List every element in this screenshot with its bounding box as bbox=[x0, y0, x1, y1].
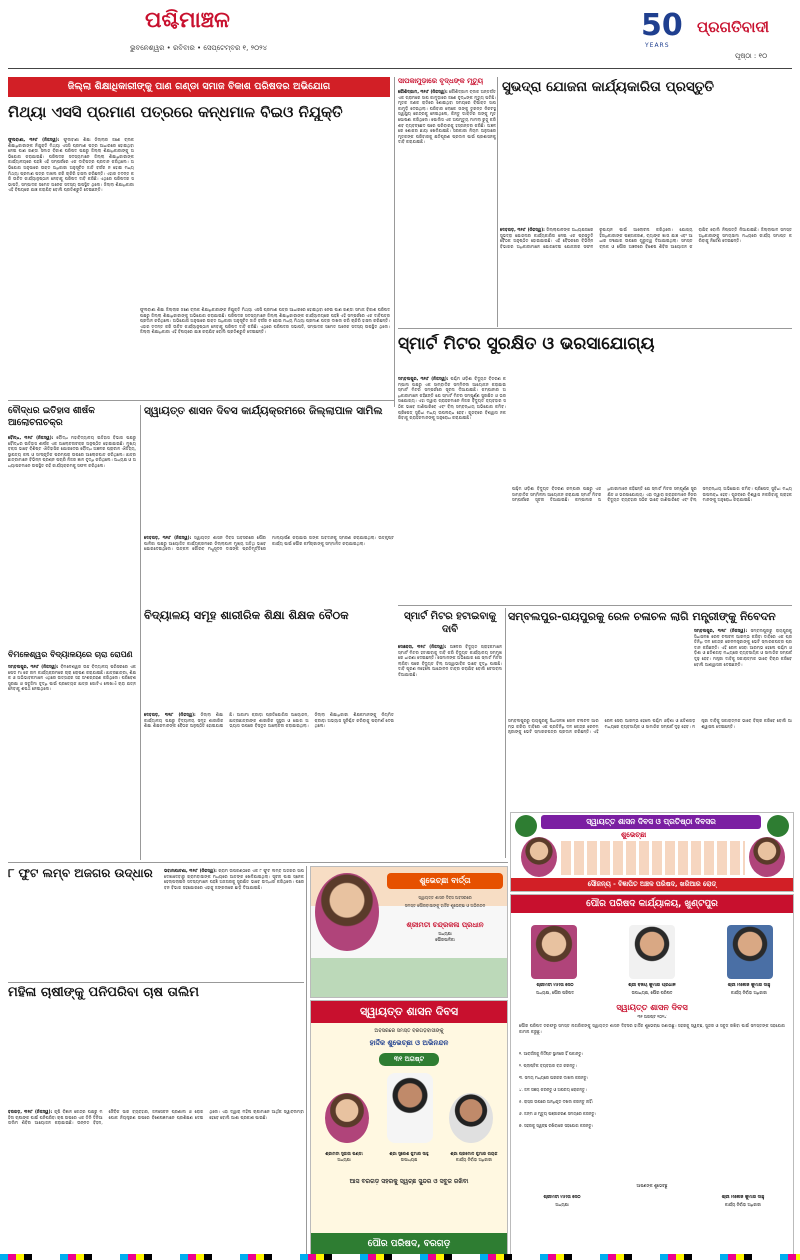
story11-body bbox=[164, 868, 304, 978]
ad2-line2: ସମସ୍ତ ପୌରବାସୀଙ୍କୁ ହାର୍ଦ୍ଦିକ ଶୁଭେଚ୍ଛା ଓ ଅଭିନନ୍ଦନ bbox=[404, 903, 486, 908]
story-pe-meeting bbox=[144, 608, 394, 858]
dateline-masthead: ଭୁବନେଶ୍ୱର • ରବିବାର • ସେପ୍ଟେମ୍ବର ୧, ୨୦୨୪ bbox=[130, 44, 268, 52]
story11-text: ଗ୍ରାମ ଉପକଣ୍ଠରେ ଏକ ୮ ଫୁଟ ଲମ୍ବ ଅଜଗର ସାପ ଦେଖାଦେବାରୁ ଗ୍ରାମବାସୀଙ୍କ ମଧ୍ୟରେ ଆତଙ୍କ ଖେଳିଯାଇଥିଲା। ସୂଚନା ପାଇ ସ୍ନେକ ହେଲ୍ପଲାଇନ ସଦସ୍ୟମାନେ ପହଞ୍ଚି ଅଜଗରକୁ ସୁରକ୍ଷିତ ଭାବେ ଉଦ୍ଧାର କରିଥିଲେ। ପରେ ବନ ବିଭାଗ ସହଯୋଗରେ ଏହାକୁ ଜଙ୍ଗଲରେ ଛାଡ଼ି ଦିଆଯାଇଛି। bbox=[164, 868, 304, 890]
story9-body bbox=[508, 718, 792, 808]
ad2-org: ପୌରପାଳିକା bbox=[435, 937, 455, 942]
story5-headline: ବୌଦ୍ଧର ଇତିହାସ ଶୀର୍ଷକ ଆଲୋଚନାଚକ୍ର bbox=[8, 406, 95, 428]
ad4-line2: ହାର୍ଦ୍ଦିକ ଶୁଭେଚ୍ଛା ଓ ଅଭିନନ୍ଦନ bbox=[369, 1039, 449, 1047]
story11-headline: ୮ ଫୁଟ ଲମ୍ବ ଅଜଗର ଉଦ୍ଧାର bbox=[8, 866, 153, 880]
story8-text: ଅଞ୍ଚଳର ବିଦ୍ୟୁତ ଗ୍ରାହକମାନେ ସ୍ମାର୍ଟ ମିଟର ହଟାଇବାକୁ ଦାବି କରି ବିଦ୍ୟୁତ କାର୍ଯ୍ୟାଳୟ ସମ୍ମୁଖରେ ଧାରଣା ଦେଇଛନ୍ତି। ସେମାନଙ୍କ ଅଭିଯୋଗ ଯେ ସ୍ମାର୍ଟ ମିଟର ଲାଗିବା ପରେ ବିଦ୍ୟୁତ ବିଲ୍ ଅସ୍ୱାଭାବିକ ଭାବେ ବୃଦ୍ଧି ପାଇଛି। ଦାବି ପୂରଣ ନହେଲେ ଆନ୍ଦୋଳନ ତୀବ୍ର କରାଯିବ ବୋଲି ଚେତାବନୀ ଦିଆଯାଇଛି। bbox=[398, 644, 502, 677]
story6-text: ସ୍ୱାୟତ୍ତ ଶାସନ ଦିବସ ଅବସରରେ ପୌରପାଳିକା ପକ୍ଷରୁ ଆୟୋଜିତ କାର୍ଯ୍ୟକ୍ରମରେ ଜିଲ୍ଲାପାଳ ମୁଖ୍ୟ ଅତିଥି ଭାବେ ଯୋଗଦେଇଥିଲେ। ଉତ୍କଳ ଗୌରବ ମଧୁସୂଦନ ଦାସଙ୍କ ପ୍ରତିମୂର୍ତ୍ତିରେ ମାଲ୍ୟାର୍ପଣ କରାଯାଇ ତାଙ୍କ ଅବଦାନକୁ ସ୍ମରଣ କରାଯାଇଥିଲା। ଉତ୍କୃଷ୍ଟ କାର୍ଯ୍ୟ ପାଇଁ ପୌର କର୍ମଚାରୀଙ୍କୁ ସମ୍ମାନିତ କରାଯାଇଥିଲା। bbox=[144, 535, 394, 552]
ad2-line1: ସ୍ୱାୟତ୍ତ ଶାସନ ଦିବସ ଅବସରରେ bbox=[418, 895, 472, 900]
story-smart-meter bbox=[398, 330, 792, 602]
story4-headline: ସ୍ମାର୍ଟ ମିଟର ସୁରକ୍ଷିତ ଓ ଭରସାଯୋଗ୍ୟ bbox=[398, 334, 655, 354]
ad3-sign-left-role: ଅଧ୍ୟକ୍ଷା bbox=[555, 1202, 569, 1207]
story10-text: ବିମଳେଶ୍ୱର ଉଚ୍ଚ ବିଦ୍ୟାଳୟ ପରିସରରେ ଏକ ପେଡ ମା କେ ନାମ କାର୍ଯ୍ୟକ୍ରମରେ ଚାରା ରୋପଣ କରାଯାଇଛି। ଛାତ୍ରଛାତ୍ରୀ, ଶିକ୍ଷକ ଓ ଅଭିଭାବକମାନେ ଏଥିରେ ଉତ୍ସାହର ସହ ଅଂଶଗ୍ରହଣ କରିଥିଲେ। ପରିବେଶ ସୁରକ୍ଷା ଓ ସବୁଜିମା ବୃଦ୍ଧି ପାଇଁ ପ୍ରତ୍ୟେକ ଛାତ୍ର ଗୋଟିଏ ଲେଖାଏଁ ଚାରା ଯତ୍ନ ନେବାକୁ ଶପଥ ନେଇଥିଲେ। bbox=[8, 664, 136, 692]
story12-headline: ମହିଳା ଚାଷୀଙ୍କୁ ପନିପରିବା ଚାଷ ତାଲିମ bbox=[8, 985, 200, 1000]
story1-photo bbox=[140, 137, 390, 303]
story1-text-cont: ଫୁଲବାଣୀ ଶିକ୍ଷା ଜିଲ୍ଲାର ଜଣେ ବ୍ଲକ ଶିକ୍ଷାଧିକାରୀଙ୍କ ନିଯୁକ୍ତି ମିଥ୍ୟା ଏସସି ପ୍ରମାଣ ପତ୍ର ଆଧାରରେ ହୋଇଥିବା ନେଇ ପାଣ ଗଣ୍ଡା ସମାଜ ବିକାଶ ପରିଷଦ ପକ୍ଷରୁ ଜିଲ୍ଲା ଶିକ୍ଷାଧିକାରୀଙ୍କୁ ଅଭିଯୋଗ କରାଯାଇଛି। ପରିଷଦର ସଦସ୍ୟମାନେ ଜିଲ୍ଲା ଶିକ୍ଷାଧିକାରୀଙ୍କ କାର୍ଯ୍ୟାଳୟରେ ପହଞ୍ଚି ଏହି ସମ୍ପର୍କରେ ଏକ ଦାବିପତ୍ର ପ୍ରଦାନ କରିଥିଲେ। ଅଭିଯୋଗ ଅନୁସାରେ ଉକ୍ତ ଅଧିକାରୀ ଅନୁସୂଚିତ ଜାତି ବର୍ଗର ନ ହୋଇ ମଧ୍ୟ ମିଥ୍ୟା ପ୍ରମାଣ ପତ୍ର ଦାଖଲ କରି ଚାକିରି ହାସଲ କରିଛନ୍ତି। ଏହାର ତଦନ୍ତ କରି ଉଚିତ କାର୍ଯ୍ୟାନୁଷ୍ଠାନ ନେବାକୁ ପରିଷଦ ଦାବି କରିଛି। ଏଥିରେ ପରିଷଦର ସଭାପତି, ସମ୍ପାଦକ ସମେତ ଅନେକ ସଦସ୍ୟ ଉପସ୍ଥିତ ଥିଲେ। ଜିଲ୍ଲା ଶିକ୍ଷାଧିକାରୀ ଏହି ବିଷୟରେ ଯାଞ୍ଚ କରାଯିବ ବୋଲି ପ୍ରତିଶ୍ରୁତି ଦେଇଛନ୍ତି। bbox=[140, 307, 390, 335]
anniversary-logo bbox=[637, 8, 697, 52]
story-tree-planting bbox=[8, 650, 136, 860]
ad4-n2r: ଉପାଧ୍ୟକ୍ଷ bbox=[400, 1157, 418, 1162]
story9-photo bbox=[508, 628, 688, 714]
story8-headline: ସ୍ମାର୍ଟ ମିଟର ହଟାଇବାକୁ ଦାବି bbox=[403, 611, 496, 635]
col-rule-3 bbox=[140, 405, 141, 860]
ad3-p3-role: କାର୍ଯ୍ୟ ନିର୍ବାହୀ ଅଧିକାରୀ bbox=[730, 990, 768, 995]
ad3-sign-left-name: ଶ୍ରୀମତୀ ମମତା ସେଠ bbox=[543, 1195, 581, 1200]
ad4-slogan: ଆସ ବରଗଡ଼ ସହରକୁ ସ୍ୱଚ୍ଛ ସୁନ୍ଦର ଓ ସବୁଜ ରଖିବା bbox=[349, 1178, 469, 1185]
story4-body-left bbox=[398, 376, 506, 598]
story4-body-right bbox=[512, 486, 792, 598]
story12-text: କୃଷି ବିଜ୍ଞାନ କେନ୍ଦ୍ର ପକ୍ଷରୁ ମହିଳା ଚାଷୀଙ୍କ ପାଇଁ ପନିପରିବା ଚାଷ ଉପରେ ଏକ ତିନି ଦିନିଆ ତାଲିମ ଶିବିର ଆୟୋଜନ କରାଯାଇଛି। ଉନ୍ନତ ବିହନ, ଜୈବିକ ସାର ବ୍ୟବହାର, ଜଳସେଚନ ପ୍ରଣାଳୀ ଓ ରୋଗ ପୋକ ନିୟନ୍ତ୍ରଣ ଉପରେ ବିଶେଷଜ୍ଞମାନେ ପ୍ରଶିକ୍ଷଣ ଦେଇଥିଲେ। ଏହା ଦ୍ୱାରା ମହିଳା ଚାଷୀମାନେ ଆର୍ଥିକ ସ୍ୱାବଲମ୍ବୀ ହେବେ ବୋଲି ଆଶା ପ୍ରକାଶ ପାଇଛି। bbox=[8, 1109, 304, 1126]
ad1-title: ସ୍ୱାୟତ୍ତ ଶାସନ ଦିବସ ଓ ପ୍ରତିଷ୍ଠା ଦିବସର bbox=[541, 815, 761, 829]
ad2-title: ଶୁଭେଚ୍ଛା ବାର୍ତ୍ତା bbox=[387, 873, 503, 889]
story4-photo bbox=[512, 376, 792, 482]
story6-headline: ସ୍ୱାୟତ୍ତ ଶାସନ ଦିବସ କାର୍ଯ୍ୟକ୍ରମରେ ଜିଲ୍ଲାପାଳ ସାମିଲ bbox=[144, 405, 383, 417]
story-snakebite bbox=[398, 77, 496, 327]
ad1-portrait-right bbox=[749, 837, 785, 877]
ad3-p2-role: ଉପାଧ୍ୟକ୍ଷ, ପୌର ପରିଷଦ bbox=[631, 990, 673, 995]
ad3-body: ପୌର ପରିଷଦ ତରଫରୁ ସମସ୍ତ ନାଗରିକଙ୍କୁ ସ୍ୱାୟତ୍ତ ଶାସନ ଦିବସର ହାର୍ଦ୍ଦିକ ଶୁଭେଚ୍ଛା ଜଣାଉଛୁ। ସହରକୁ ସ୍ୱଚ୍ଛ, ସୁନ୍ଦର ଓ ସବୁଜ ରଖିବା ପାଇଁ ସମସ୍ତଙ୍କ ସହଯୋଗ କାମନା କରୁଛୁ। bbox=[519, 1023, 785, 1034]
ad3-sign-right-role: କାର୍ଯ୍ୟ ନିର୍ବାହୀ ଅଧିକାରୀ bbox=[724, 1202, 762, 1207]
ad4-n1r: ଅଧ୍ୟକ୍ଷା bbox=[337, 1157, 351, 1162]
masthead-rule bbox=[8, 68, 792, 69]
ad3-rules bbox=[519, 1051, 785, 1171]
story9-headline: ସମ୍ବଲପୁର-ରାୟପୁରକୁ ରେଳ ଚଳାଚଳ ଲାଗି ମନ୍ତ୍ରୀଙ୍କୁ ନିବେଦନ bbox=[508, 610, 776, 623]
ad1-emblem-right bbox=[767, 815, 789, 837]
ad3-rule: ୩. ସମୟ ମଧ୍ୟରେ ଘରକର ଦାଖଲ କରନ୍ତୁ। bbox=[519, 1075, 589, 1080]
page-label: ପୃଷ୍ଠା : ୧୦ bbox=[735, 52, 768, 60]
story2-dateline: କୌଶିଦ୍ଗାମ, ୩୧ା୮ (ନିଜସ୍ୱ): bbox=[398, 89, 448, 94]
ad3-rule: ୨. ପ୍ଲାଷ୍ଟିକ ବ୍ୟବହାର ବନ୍ଦ କରନ୍ତୁ। bbox=[519, 1063, 577, 1068]
ad3-p1-name: ଶ୍ରୀମତୀ ମମତା ସେଠ bbox=[536, 983, 574, 988]
ad2-name: ଶ୍ରୀମତୀ ଚନ୍ଦ୍ରକଳା ପ୍ରଧାନ bbox=[406, 921, 484, 929]
ad1-emblem-left bbox=[515, 815, 537, 837]
col-rule-5 bbox=[306, 866, 307, 1254]
ad1-member-strip bbox=[561, 841, 745, 875]
ad-khariar-road bbox=[510, 812, 794, 892]
story1-body bbox=[8, 137, 134, 395]
story-collector-event bbox=[144, 405, 394, 605]
story-subhadra bbox=[500, 77, 792, 317]
ad3-p1-role: ଅଧ୍ୟକ୍ଷା, ପୌର ପରିଷଦ bbox=[536, 990, 574, 995]
ad4-line1: ଅବସରରେ ସମସ୍ତ ବରଗଡ଼ବାସୀଙ୍କୁ bbox=[374, 1028, 444, 1034]
logo-number: 50 bbox=[641, 8, 683, 43]
story-women-farmers bbox=[8, 985, 304, 1253]
ad2-portrait bbox=[315, 873, 379, 951]
story1-headline: ମିଥ୍ୟା ଏସସି ପ୍ରମାଣ ପତ୍ରରେ କନ୍ଧମାଳ ବିଇଓ ନିଯୁକ୍ତି bbox=[8, 103, 343, 121]
ad-khuntapur-municipality bbox=[510, 894, 794, 1256]
logo-years: YEARS bbox=[645, 42, 670, 49]
ad4-portrait-3 bbox=[449, 1093, 493, 1143]
story3-body bbox=[500, 227, 792, 317]
story9-dateline: ସମ୍ବଲପୁର, ୩୧ା୮ (ନିଜସ୍ୱ): bbox=[694, 628, 748, 633]
ad-bargarh-municipality bbox=[310, 1000, 508, 1256]
masthead bbox=[0, 0, 800, 72]
row-rule-2 bbox=[8, 400, 394, 401]
story4-text: ପଶ୍ଚିମ ଓଡ଼ିଶା ବିଦ୍ୟୁତ ବିତରଣ କମ୍ପାନୀ ପକ୍ଷରୁ ଏକ ସାମ୍ବାଦିକ ସମ୍ମିଳନୀ ଆୟୋଜନ କରାଯାଇ ସ୍ମାର୍ଟ ମିଟର ସମ୍ପର୍କରେ ସୂଚନା ଦିଆଯାଇଛି। କମ୍ପାନୀର ଅଧିକାରୀମାନେ କହିଛନ୍ତି ଯେ ସ୍ମାର୍ଟ ମିଟର ସମ୍ପୂର୍ଣ୍ଣ ସୁରକ୍ଷିତ ଓ ଭରସାଯୋଗ୍ୟ। ଏହା ଦ୍ୱାରା ଗ୍ରାହକମାନେ ନିଜର ବିଦ୍ୟୁତ ବ୍ୟବହାର ସଠିକ ଭାବେ ଜାଣିପାରିବେ ଏବଂ ବିଲ୍ ସମ୍ବନ୍ଧୀୟ ଅଭିଯୋଗ କମିବ। ପ୍ରିପେଡ୍ ସୁବିଧା ମଧ୍ୟ ଉପଲବ୍ଧ ହେବ। ଗୁଜବରେ ବିଶ୍ୱାସ ନକରିବାକୁ ଗ୍ରାହକମାନଙ୍କୁ ଅନୁରୋଧ କରାଯାଇଛି। bbox=[398, 376, 506, 421]
row-rule-5 bbox=[8, 982, 304, 983]
ad3-rule: ୭. ସହରକୁ ସ୍ୱଚ୍ଛ ରଖିବାରେ ସହଯୋଗ କରନ୍ତୁ। bbox=[519, 1123, 594, 1128]
ad2-role: ଅଧ୍ୟକ୍ଷା bbox=[438, 931, 452, 936]
story6-photo bbox=[144, 421, 394, 531]
story5-body bbox=[8, 435, 136, 645]
story10-body bbox=[8, 664, 136, 860]
story-boudh-history bbox=[8, 405, 136, 645]
ad1-portrait-left bbox=[521, 837, 557, 877]
ad3-p2-name: ଶ୍ରୀ ବିଜୟ କୁମାର ପ୍ରଧାନ bbox=[628, 983, 676, 988]
story7-text: ଜିଲ୍ଲା ଶିକ୍ଷା କାର୍ଯ୍ୟାଳୟ ପକ୍ଷରୁ ବିଦ୍ୟାଳୟ ସମୂହ ଶାରୀରିକ ଶିକ୍ଷା ଶିକ୍ଷକମାନଙ୍କ ବୈଠକ ଅନୁଷ୍ଠିତ ହୋଇଯାଇଛି। ଆଗାମୀ କ୍ରୀଡ଼ା ପ୍ରତିଯୋଗିତା ଆୟୋଜନ, ଛାତ୍ରଛାତ୍ରୀଙ୍କ ଶାରୀରିକ ସୁସ୍ଥତା ଓ ଯୋଗ ଅଭ୍ୟାସ ଉପରେ ବିସ୍ତୃତ ଆଲୋଚନା କରାଯାଇଥିଲା। ଜିଲ୍ଲା ଶିକ୍ଷାଧିକାରୀ ଶିକ୍ଷକମାନଙ୍କୁ ନିୟମିତ କ୍ରୀଡ଼ା ଅଭ୍ୟାସ ସୁନିଶ୍ଚିତ କରିବାକୁ ପରାମର୍ଶ ଦେଇଥିଲେ। bbox=[144, 712, 394, 729]
story-python-rescue bbox=[8, 866, 304, 981]
story-beo-appointment bbox=[8, 77, 390, 397]
ad3-notice-sub: ୩୧ ଅଗଷ୍ଟ ୨୦୨୪ bbox=[637, 1014, 667, 1019]
ad3-portrait-1 bbox=[531, 925, 577, 979]
story1-dateline: ଫୁଲବାଣୀ, ୩୧ା୮ (ନିଜସ୍ୱ): bbox=[8, 137, 60, 142]
story12-body bbox=[8, 1109, 304, 1253]
ad3-rule: ୬. ଜନ୍ମ ଓ ମୃତ୍ୟୁ ପଞ୍ଜୀକରଣ ସମୟରେ କରନ୍ତୁ। bbox=[519, 1111, 597, 1116]
paper-name: ପ୍ରଗତିବାଦୀ bbox=[697, 18, 770, 36]
ad3-title: ପୌର ପରିଷଦ କାର୍ଯ୍ୟାଳୟ, ଖୁଣ୍ଟପୁର bbox=[511, 895, 793, 913]
ad4-date: ୩୧ ଅଗଷ୍ଟ bbox=[379, 1053, 439, 1066]
story1-text: ଫୁଲବାଣୀ ଶିକ୍ଷା ଜିଲ୍ଲାର ଜଣେ ବ୍ଲକ ଶିକ୍ଷାଧିକାରୀଙ୍କ ନିଯୁକ୍ତି ମିଥ୍ୟା ଏସସି ପ୍ରମାଣ ପତ୍ର ଆଧାରରେ ହୋଇଥିବା ନେଇ ପାଣ ଗଣ୍ଡା ସମାଜ ବିକାଶ ପରିଷଦ ପକ୍ଷରୁ ଜିଲ୍ଲା ଶିକ୍ଷାଧିକାରୀଙ୍କୁ ଅଭିଯୋଗ କରାଯାଇଛି। ପରିଷଦର ସଦସ୍ୟମାନେ ଜିଲ୍ଲା ଶିକ୍ଷାଧିକାରୀଙ୍କ କାର୍ଯ୍ୟାଳୟରେ ପହଞ୍ଚି ଏହି ସମ୍ପର୍କରେ ଏକ ଦାବିପତ୍ର ପ୍ରଦାନ କରିଥିଲେ। ଅଭିଯୋଗ ଅନୁସାରେ ଉକ୍ତ ଅଧିକାରୀ ଅନୁସୂଚିତ ଜାତି ବର୍ଗର ନ ହୋଇ ମଧ୍ୟ ମିଥ୍ୟା ପ୍ରମାଣ ପତ୍ର ଦାଖଲ କରି ଚାକିରି ହାସଲ କରିଛନ୍ତି। ଏହାର ତଦନ୍ତ କରି ଉଚିତ କାର୍ଯ୍ୟାନୁଷ୍ଠାନ ନେବାକୁ ପରିଷଦ ଦାବି କରିଛି। ଏଥିରେ ପରିଷଦର ସଭାପତି, ସମ୍ପାଦକ ସମେତ ଅନେକ ସଦସ୍ୟ ଉପସ୍ଥିତ ଥିଲେ। ଜିଲ୍ଲା ଶିକ୍ଷାଧିକାରୀ ଏହି ବିଷୟରେ ଯାଞ୍ଚ କରାଯିବ ବୋଲି ପ୍ରତିଶ୍ରୁତି ଦେଇଛନ୍ତି। bbox=[8, 137, 134, 193]
story-remove-smart-meter bbox=[398, 608, 502, 858]
ad4-portrait-1 bbox=[325, 1093, 369, 1143]
ad3-sign-mid: ଆପଣଙ୍କ ଶୁଭେଚ୍ଛୁ bbox=[636, 1183, 668, 1188]
story6-body bbox=[144, 535, 394, 605]
ad4-footer: ପୌର ପରିଷଦ, ବରଗଡ଼ bbox=[311, 1233, 507, 1255]
ad3-p3-name: ଶ୍ରୀ ମନୋଜ କୁମାର ସାହୁ bbox=[727, 983, 771, 988]
story12-dateline: ବରଗଡ଼, ୩୧ା୮ (ନିଜସ୍ୱ): bbox=[8, 1109, 53, 1114]
story6-dateline: ଦେବଗଡ଼, ୩୧ା୮ (ନିଜସ୍ୱ): bbox=[144, 535, 192, 540]
ad4-n3r: କାର୍ଯ୍ୟ ନିର୍ବାହୀ ଅଧିକାରୀ bbox=[455, 1157, 493, 1162]
story8-body bbox=[398, 644, 502, 858]
ad4-n1: ଶ୍ରୀମତୀ ସୁଜାତା ପଣ୍ଡା bbox=[325, 1151, 363, 1156]
story11-dateline: ଭବାନୀପାଟଣା, ୩୧ା୮ (ନିଜସ୍ୱ): bbox=[164, 868, 217, 873]
print-registration-marks bbox=[0, 1254, 800, 1260]
row-rule-1 bbox=[398, 328, 792, 329]
ad4-n2: ଶ୍ରୀ ସୁରେଶ କୁମାର ସାହୁ bbox=[389, 1151, 429, 1156]
story5-dateline: ବୌଦ୍ଧ, ୩୧ା୮ (ନିଜସ୍ୱ): bbox=[8, 435, 54, 440]
story2-body bbox=[398, 89, 496, 327]
ad3-sign-right-name: ଶ୍ରୀ ମନୋଜ କୁମାର ସାହୁ bbox=[721, 1195, 765, 1200]
ad1-subtitle: ଶୁଭେଚ୍ଛା bbox=[621, 831, 647, 839]
ad1-footer: ସୌଜନ୍ୟ - ବିଜ୍ଞାପିତ ଅଞ୍ଚଳ ପରିଷଦ, ଖରିଆର ରୋଡ୍ bbox=[511, 878, 793, 891]
ad3-portrait-3 bbox=[727, 925, 773, 979]
story3-dateline: ଦେବଗଡ଼, ୩୧ା୮ (ନିଜସ୍ୱ): bbox=[500, 227, 545, 232]
story11-photo bbox=[8, 886, 158, 976]
ad3-notice-title: ସ୍ୱାୟତ୍ତ ଶାସନ ଦିବସ bbox=[616, 1003, 688, 1012]
story8-dateline: ସୋହେଲା, ୩୧ା୮ (ନିଜସ୍ୱ): bbox=[398, 644, 447, 649]
story-rail-request bbox=[508, 608, 792, 808]
story7-photo bbox=[144, 626, 304, 708]
ad3-portrait-2 bbox=[629, 925, 675, 979]
story4-dateline: ସମ୍ବଲପୁର, ୩୧ା୮ (ନିଜସ୍ୱ): bbox=[398, 376, 449, 381]
ad4-portrait-2 bbox=[387, 1073, 433, 1143]
story10-headline: ବିମଳେଶ୍ୱର ବିଦ୍ୟାଳୟରେ ଚାରା ରୋପଣ bbox=[8, 650, 133, 659]
story7-headline: ବିଦ୍ୟାଳୟ ସମୂହ ଶାରୀରିକ ଶିକ୍ଷା ଶିକ୍ଷକ ବୈଠକ bbox=[144, 608, 349, 622]
story2-kicker: ସାପକାମୁଡ଼ାରେ ବୃଦ୍ଧଙ୍କ ମୃତ୍ୟୁ bbox=[398, 77, 484, 85]
ad4-title: ସ୍ୱାୟତ୍ତ ଶାସନ ଦିବସ bbox=[311, 1001, 507, 1023]
ad4-n3: ଶ୍ରୀ ପ୍ରମୋଦ କୁମାର ନାୟକ bbox=[450, 1151, 498, 1156]
story1-body-cont bbox=[140, 307, 390, 395]
ad3-rule: ୧. ଆବର୍ଜନାକୁ ନିର୍ଦ୍ଦିଷ୍ଟ ସ୍ଥାନରେ ହିଁ ପକାନ୍ତୁ। bbox=[519, 1051, 584, 1056]
story2-text: କୌଶିଦ୍ଗାମ ବ୍ଲକ ଅନ୍ତର୍ଗତ ଏକ ଗ୍ରାମରେ ସାପ କାମୁଡ଼ାରେ ଜଣେ ବୃଦ୍ଧଙ୍କ ମୃତ୍ୟୁ ଘଟିଛି। ମୃତକ ଜଣକ ରାତିରେ ଶୋଇଥିବା ସମୟରେ ବିଷାକ୍ତ ସାପ କାମୁଡ଼ି ଦେଇଥିଲା। ପରିବାର ଲୋକେ ତାଙ୍କୁ ତୁରନ୍ତ ନିକଟସ୍ଥ ସ୍ୱାସ୍ଥ୍ୟ କେନ୍ଦ୍ରକୁ ନେଇଥିଲେ, କିନ୍ତୁ ଡାକ୍ତର ତାଙ୍କୁ ମୃତ ଘୋଷଣା କରିଥିଲେ। ପୋଲିସ ଏକ ଅପମୃତ୍ୟୁ ମାମଲା ରୁଜୁ କରି ଶବ ବ୍ୟବଚ୍ଛେଦ ପରେ ପରିବାରକୁ ହସ୍ତାନ୍ତର କରିଛି। ଅଞ୍ଚଳରେ ଶୋକର ଛାୟା ଖେଳିଯାଇଛି। ସରକାରୀ ନିୟମ ଅନୁସାରେ ମୃତକଙ୍କ ପରିବାରକୁ କ୍ଷତିପୂରଣ ପ୍ରଦାନ ପାଇଁ ପ୍ରଶାସନକୁ ଦାବି କରାଯାଇଛି। bbox=[398, 89, 496, 145]
story12-photo bbox=[8, 1007, 304, 1105]
story9-text-cont: ସମ୍ବଲପୁରରୁ ରାୟପୁରକୁ ସିଧାସଳଖ ରେଳ ଚଳାଚଳ ଆରମ୍ଭ କରିବା ଦାବିରେ ଏକ ପ୍ରତିନିଧି ଦଳ କେନ୍ଦ୍ର ରେଳମନ୍ତ୍ରୀଙ୍କୁ ଭେଟି ସ୍ମାରକପତ୍ର ପ୍ରଦାନ କରିଛନ୍ତି। ଏହି ରେଳ ସେବା ଆରମ୍ଭ ହେଲେ ପଶ୍ଚିମ ଓଡ଼ିଶା ଓ ଛତିଶଗଡ଼ ମଧ୍ୟରେ ବ୍ୟବସାୟିକ ଓ ସାମାଜିକ ସମ୍ପର୍କ ଦୃଢ଼ ହେବ। ମନ୍ତ୍ରୀ ଦାବିକୁ ସକାରାତ୍ମକ ଭାବେ ବିଚାର କରିବେ ବୋଲି ଆଶ୍ୱାସନା ଦେଇଛନ୍ତି। bbox=[508, 718, 792, 735]
row-rule-4 bbox=[8, 862, 508, 863]
story3-text: ଜିଲ୍ଲାପାଳଙ୍କ ଅଧ୍ୟକ୍ଷତାରେ ସୁଭଦ୍ରା ଯୋଜନାର କାର୍ଯ୍ୟକାରିତା ନେଇ ଏକ ପ୍ରସ୍ତୁତି ବୈଠକ ଅନୁଷ୍ଠିତ ହୋଇଯାଇଛି। ଏହି ବୈଠକରେ ବିଭିନ୍ନ ବିଭାଗର ଅଧିକାରୀମାନେ ଯୋଗଦେଇ ଯୋଜନାର ସଫଳ ରୂପାୟନ ପାଇଁ ଆଲୋଚନା କରିଥିଲେ। ଯୋଗ୍ୟ ହିତାଧିକାରୀଙ୍କ ପଞ୍ଜୀକରଣ, ବ୍ୟାଙ୍କ ଖାତା ଯାଞ୍ଚ ଏବଂ ଆଧାର ସଂଯୋଗ ଉପରେ ଗୁରୁତ୍ୱ ଦିଆଯାଇଥିଲା। ସମସ୍ତ ବ୍ଲକ ଓ ପୌର ଅଞ୍ଚଳରେ ବିଶେଷ ଶିବିର ଆୟୋଜନ କରାଯିବ ବୋଲି ନିଷ୍ପତ୍ତି ନିଆଯାଇଛି। ଜିଲ୍ଲାପାଳ ସମସ୍ତ ଅଧିକାରୀଙ୍କୁ ସମୟସୀମା ମଧ୍ୟରେ କାର୍ଯ୍ୟ ସମାପ୍ତ କରିବାକୁ ନିର୍ଦ୍ଦେଶ ଦେଇଛନ୍ତି। bbox=[500, 227, 792, 249]
story9-body-side bbox=[694, 628, 792, 714]
col-rule-1 bbox=[394, 77, 395, 407]
story9-text: ସମ୍ବଲପୁରରୁ ରାୟପୁରକୁ ସିଧାସଳଖ ରେଳ ଚଳାଚଳ ଆରମ୍ଭ କରିବା ଦାବିରେ ଏକ ପ୍ରତିନିଧି ଦଳ କେନ୍ଦ୍ର ରେଳମନ୍ତ୍ରୀଙ୍କୁ ଭେଟି ସ୍ମାରକପତ୍ର ପ୍ରଦାନ କରିଛନ୍ତି। ଏହି ରେଳ ସେବା ଆରମ୍ଭ ହେଲେ ପଶ୍ଚିମ ଓଡ଼ିଶା ଓ ଛତିଶଗଡ଼ ମଧ୍ୟରେ ବ୍ୟବସାୟିକ ଓ ସାମାଜିକ ସମ୍ପର୍କ ଦୃଢ଼ ହେବ। ମନ୍ତ୍ରୀ ଦାବିକୁ ସକାରାତ୍ମକ ଭାବେ ବିଚାର କରିବେ ବୋଲି ଆଶ୍ୱାସନା ଦେଇଛନ୍ତି। bbox=[694, 628, 792, 667]
story7-body bbox=[144, 712, 394, 858]
ad-greetings-chairperson bbox=[310, 866, 508, 998]
col-rule-2 bbox=[497, 77, 498, 327]
story3-photo bbox=[500, 107, 792, 222]
section-title: ପଶ୍ଚିମାଞ୍ଚଳ bbox=[145, 8, 230, 33]
ad3-rule: ୫. ରାସ୍ତା ଉପରେ ଅନଧିକୃତ ଦଖଲ କରନ୍ତୁ ନାହିଁ। bbox=[519, 1099, 594, 1104]
story5-text: ବୌଦ୍ଧ ମହାବିଦ୍ୟାଳୟ ଇତିହାସ ବିଭାଗ ପକ୍ଷରୁ ବୌଦ୍ଧର ଇତିହାସ ଶୀର୍ଷକ ଏକ ଆଲୋଚନାଚକ୍ର ଅନୁଷ୍ଠିତ ହୋଇଯାଇଛି। ମୁଖ୍ୟ ବକ୍ତା ଭାବେ ବିଶିଷ୍ଟ ଐତିହାସିକ ଯୋଗଦେଇ ବୌଦ୍ଧ ଅଞ୍ଚଳର ପ୍ରାଚୀନ ଐତିହ୍ୟ, ସ୍ଥାପତ୍ୟ କଳା ଓ ସାଂସ୍କୃତିକ ପରମ୍ପରା ଉପରେ ଆଲୋକପାତ କରିଥିଲେ। ଛାତ୍ରଛାତ୍ରୀମାନେ ବିଭିନ୍ନ ପ୍ରଶ୍ନ ପଚାରି ନିଜର ଜ୍ଞାନ ବୃଦ୍ଧି କରିଥିଲେ। ଅଧ୍ୟକ୍ଷ ଓ ଅଧ୍ୟାପକମାନେ ଉପସ୍ଥିତ ରହି କାର୍ଯ୍ୟକ୍ରମକୁ ସଫଳ କରିଥିଲେ। bbox=[8, 435, 136, 468]
story4-text-cont: ପଶ୍ଚିମ ଓଡ଼ିଶା ବିଦ୍ୟୁତ ବିତରଣ କମ୍ପାନୀ ପକ୍ଷରୁ ଏକ ସାମ୍ବାଦିକ ସମ୍ମିଳନୀ ଆୟୋଜନ କରାଯାଇ ସ୍ମାର୍ଟ ମିଟର ସମ୍ପର୍କରେ ସୂଚନା ଦିଆଯାଇଛି। କମ୍ପାନୀର ଅଧିକାରୀମାନେ କହିଛନ୍ତି ଯେ ସ୍ମାର୍ଟ ମିଟର ସମ୍ପୂର୍ଣ୍ଣ ସୁରକ୍ଷିତ ଓ ଭରସାଯୋଗ୍ୟ। ଏହା ଦ୍ୱାରା ଗ୍ରାହକମାନେ ନିଜର ବିଦ୍ୟୁତ ବ୍ୟବହାର ସଠିକ ଭାବେ ଜାଣିପାରିବେ ଏବଂ ବିଲ୍ ସମ୍ବନ୍ଧୀୟ ଅଭିଯୋଗ କମିବ। ପ୍ରିପେଡ୍ ସୁବିଧା ମଧ୍ୟ ଉପଲବ୍ଧ ହେବ। ଗୁଜବରେ ବିଶ୍ୱାସ ନକରିବାକୁ ଗ୍ରାହକମାନଙ୍କୁ ଅନୁରୋଧ କରାଯାଇଛି। bbox=[512, 486, 792, 503]
col-rule-4 bbox=[505, 608, 506, 858]
story1-kicker: ଜିଲ୍ଲା ଶିକ୍ଷାଧିକାରୀଙ୍କୁ ପାଣ ଗଣ୍ଡା ସମାଜ ବିକାଶ ପରିଷଦର ଅଭିଯୋଗ bbox=[8, 77, 390, 97]
story10-dateline: ସମ୍ବଲପୁର, ୩୧ା୮ (ନିଜସ୍ୱ): bbox=[8, 664, 59, 669]
ad3-rule: ୪. ଜଳ ସଞ୍ଚୟ କରନ୍ତୁ ଓ ଅପଚୟ ରୋକନ୍ତୁ। bbox=[519, 1087, 587, 1092]
row-rule-3 bbox=[398, 605, 792, 606]
story7-dateline: ଦେବଗଡ଼, ୩୧ା୮ (ନିଜସ୍ୱ): bbox=[144, 712, 196, 717]
story3-headline: ସୁଭଦ୍ରା ଯୋଜନା କାର୍ଯ୍ୟକାରିତା ପ୍ରସ୍ତୁତି bbox=[502, 79, 714, 95]
